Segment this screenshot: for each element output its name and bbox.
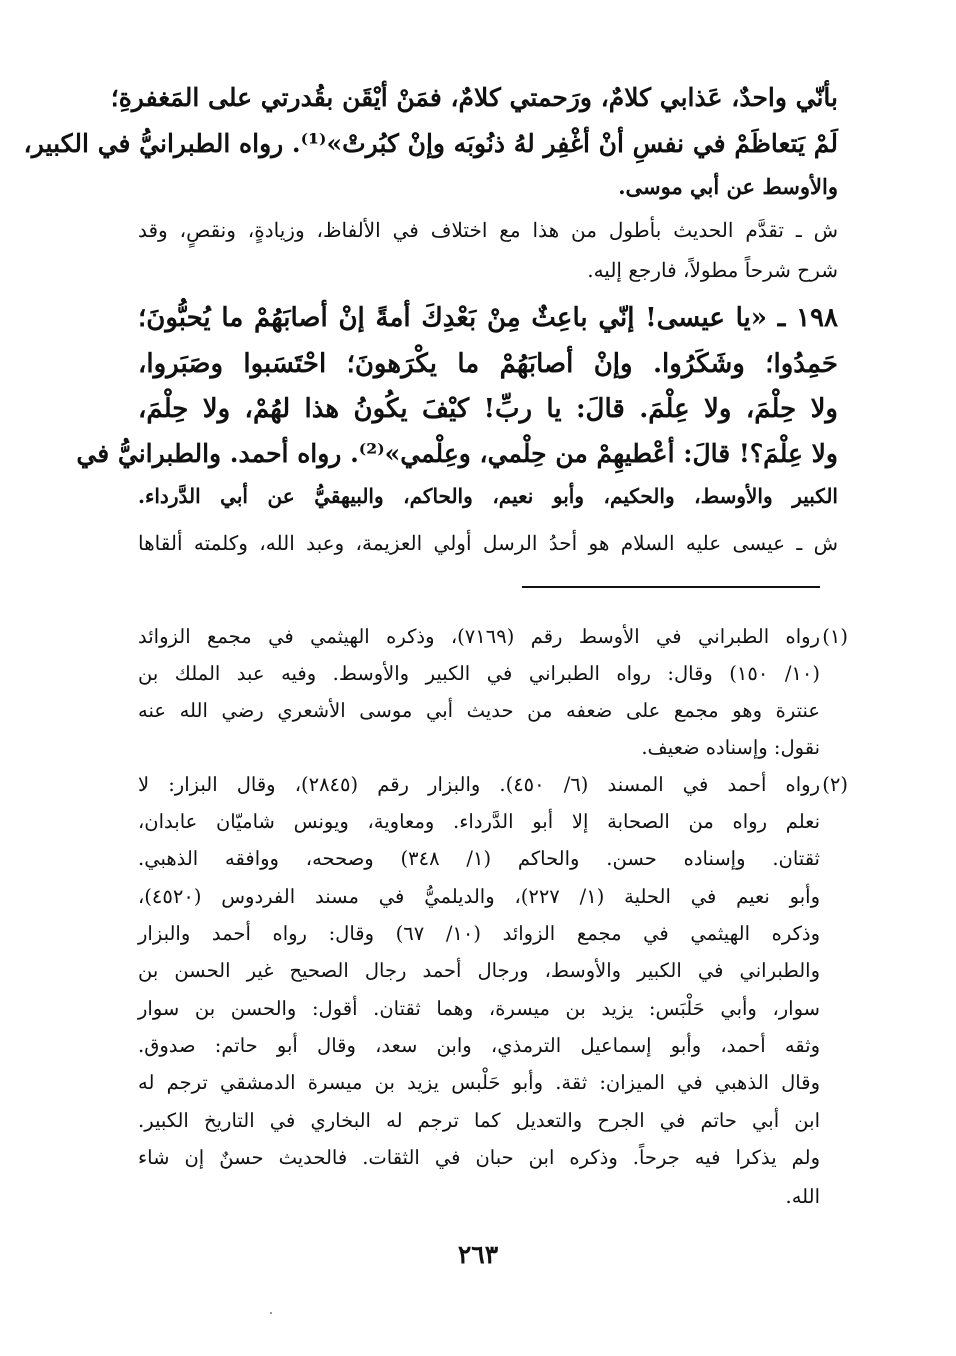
footnote-separator — [522, 586, 820, 588]
footnote-line: وذكره الهيثمي في مجمع الزوائد (١٠/ ٦٧) وقال: رواه أحمد والبزار — [138, 922, 820, 945]
footnote-line: نقول: وإسناده ضعيف. — [641, 736, 820, 759]
text-line: شرح شرحاً مطولاً، فارجع إليه. — [587, 258, 838, 282]
footnote-line: ابن أبي حاتم في الجرح والتعديل كما ترجم له البخاري في التاريخ الكبير. — [138, 1109, 820, 1132]
footnote-line: الله. — [785, 1185, 820, 1208]
footnote-line: وأبو نعيم في الحلية (١/ ٢٢٧)، والديلميُّ في مسند الفردوس (٤٥٢٠)، — [138, 885, 820, 908]
footnote-number: (٢) — [822, 773, 848, 796]
text-line: ولا عِلْمَ؟! قالَ: أعْطيهِمْ من حِلْمي، وعِلْمي»⁽²⁾. رواه أحمد. والطبرانيُّ في — [76, 439, 838, 468]
page-number: ٢٦٣ — [457, 1240, 499, 1269]
text-line: لَمْ يَتعاظَمْ في نفسِ أنْ أغْفِر لهُ ذنُوبَه وإنْ كبُرتْ»⁽¹⁾. رواه الطبرانيُّ في الكبير، — [23, 129, 838, 158]
footnote-line: رواه أحمد في المسند (٦/ ٤٥٠). والبزار رقم (٢٨٤٥)، وقال البزار: لا — [138, 773, 820, 796]
text-line: ش ـ عيسى عليه السلام هو أحدُ الرسل أولي العزيمة، وعبد الله، وكلمته ألقاها — [138, 531, 838, 555]
text-line: ولا حِلْمَ، ولا عِلْمَ. قالَ: يا ربِّ! كيْفَ يكُونُ هذا لهُمْ، ولا حِلْمَ، — [138, 394, 838, 424]
footnote-line: رواه الطبراني في الأوسط رقم (٧١٦٩)، وذكره الهيثمي في مجمع الزوائد — [138, 625, 820, 648]
text-line: الكبير والأوسط، والحكيم، وأبو نعيم، والحاكم، والبيهقيُّ عن أبي الدَّرداء. — [138, 484, 838, 508]
scan-speck — [270, 1312, 272, 1314]
footnote-line: سوار، وأبي حَلْبَس: يزيد بن ميسرة، وهما ثقتان. أقول: والحسن بن سوار — [138, 997, 820, 1020]
footnote-line: نعلم رواه من الصحابة إلا أبو الدَّرداء. ومعاوية، ويونس شاميّان عابدان، — [138, 810, 820, 833]
text-line: حَمِدُوا؛ وشَكَرُوا. وإنْ أصابَهُمْ ما يكْرَهونَ؛ احْتَسَبوا وصَبَروا، — [138, 349, 838, 379]
footnote-line: عنترة وهو مجمع على ضعفه من حديث أبي موسى الأشعري رضي الله عنه — [138, 699, 820, 722]
footnote-line: ثقتان. وإسناده حسن. والحاكم (١/ ٣٤٨) وصححه، ووافقه الذهبي. — [138, 847, 820, 870]
text-line: ش ـ تقدَّم الحديث بأطول من هذا مع اختلاف في الألفاظ، وزيادةٍ، ونقصٍ، وقد — [138, 218, 838, 242]
text-line: ١٩٨ ـ «يا عيسى! إنّي باعِثٌ مِنْ بَعْدِكَ أمةً إنْ أصابَهُمْ ما يُحبُّونَ؛ — [138, 303, 838, 333]
footnote-line: ولم يذكرا فيه جرحاً. وذكره ابن حبان في الثقات. فالحديث حسنٌ إن شاء — [138, 1146, 820, 1169]
footnote-line: وثقه أحمد، وأبو إسماعيل الترمذي، وابن سعد، وقال أبو حاتم: صدوق. — [138, 1034, 820, 1057]
footnote-line: (١٠/ ١٥٠) وقال: رواه الطبراني في الكبير والأوسط. وفيه عبد الملك بن — [138, 662, 820, 685]
footnote-line: والطبراني في الكبير والأوسط، ورجال أحمد رجال الصحيح غير الحسن بن — [138, 959, 820, 982]
footnote-number: (١) — [822, 625, 848, 648]
text-line: بأنّي واحدٌ، عَذابي كلامٌ، ورَحمتي كلامٌ، فمَنْ أيْقَن بقُدرتي على المَغفرةِ؛ — [110, 83, 838, 112]
footnote-line: وقال الذهبي في الميزان: ثقة. وأبو حَلْبس يزيد بن ميسرة الدمشقي ترجم له — [138, 1071, 820, 1094]
text-line: والأوسط عن أبي موسى. — [618, 174, 838, 199]
